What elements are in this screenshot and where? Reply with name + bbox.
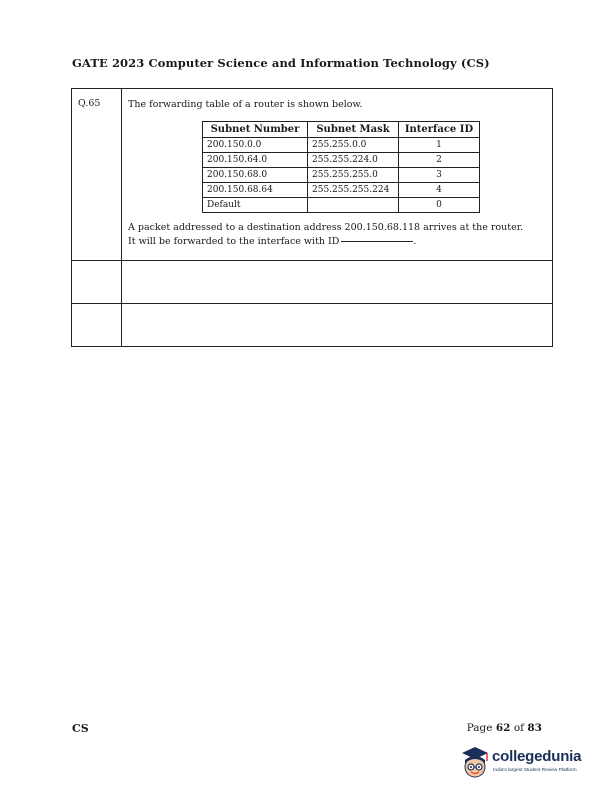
interface-id-cell: 0 [399,198,480,213]
column-header-interface-id: Interface ID [399,122,480,138]
question-text-line-2-end: . [413,236,417,247]
page-header: GATE 2023 Computer Science and Information Technology (CS) [72,56,490,70]
question-stem: The forwarding table of a router is shown below. [128,99,363,110]
table-row [203,183,480,198]
subnet-mask-cell: 255.255.255.224 [308,183,399,198]
interface-id-cell: 4 [399,183,480,198]
column-divider [121,89,122,346]
page-prefix: Page [466,722,493,734]
page-number [467,722,542,734]
column-header-subnet-mask: Subnet Mask [308,122,399,138]
mascot-icon [458,744,492,784]
question-number: Q.65 [78,98,101,109]
question-text-line-1: A packet addressed to a destination address 200.150.68.118 arrives at the router. [128,222,524,233]
logo-tagline: India's largest Student Review Platform [493,768,577,773]
table-header-row [203,122,480,138]
interface-id-cell: 1 [399,138,480,153]
column-header-subnet-number: Subnet Number [203,122,308,138]
subnet-mask-cell: 255.255.224.0 [308,153,399,168]
subnet-mask-cell [308,198,399,213]
question-text-line-2 [128,236,550,247]
table-row [203,198,480,213]
table-row [203,153,480,168]
page-of: of [513,722,525,734]
interface-id-cell: 3 [399,168,480,183]
logo-wordmark: collegedunia [492,748,582,765]
subnet-number-cell: 200.150.0.0 [203,138,308,153]
page-current: 62 [495,722,511,734]
forwarding-table [202,121,480,213]
interface-id-cell: 2 [399,153,480,168]
table-row [203,138,480,153]
question-text-line-2-start: It will be forwarded to the interface with ID [128,236,340,247]
table-row [203,168,480,183]
footer-subject-code: CS [72,722,89,735]
collegedunia-logo [458,742,598,786]
subnet-number-cell: Default [203,198,308,213]
subnet-number-cell: 200.150.68.64 [203,183,308,198]
question-frame [71,88,553,347]
subnet-mask-cell: 255.255.255.0 [308,168,399,183]
row-divider [72,303,552,304]
page-total: 83 [527,722,542,734]
answer-blank [341,241,413,242]
subnet-mask-cell: 255.255.0.0 [308,138,399,153]
row-divider [72,260,552,261]
subnet-number-cell: 200.150.68.0 [203,168,308,183]
subnet-number-cell: 200.150.64.0 [203,153,308,168]
